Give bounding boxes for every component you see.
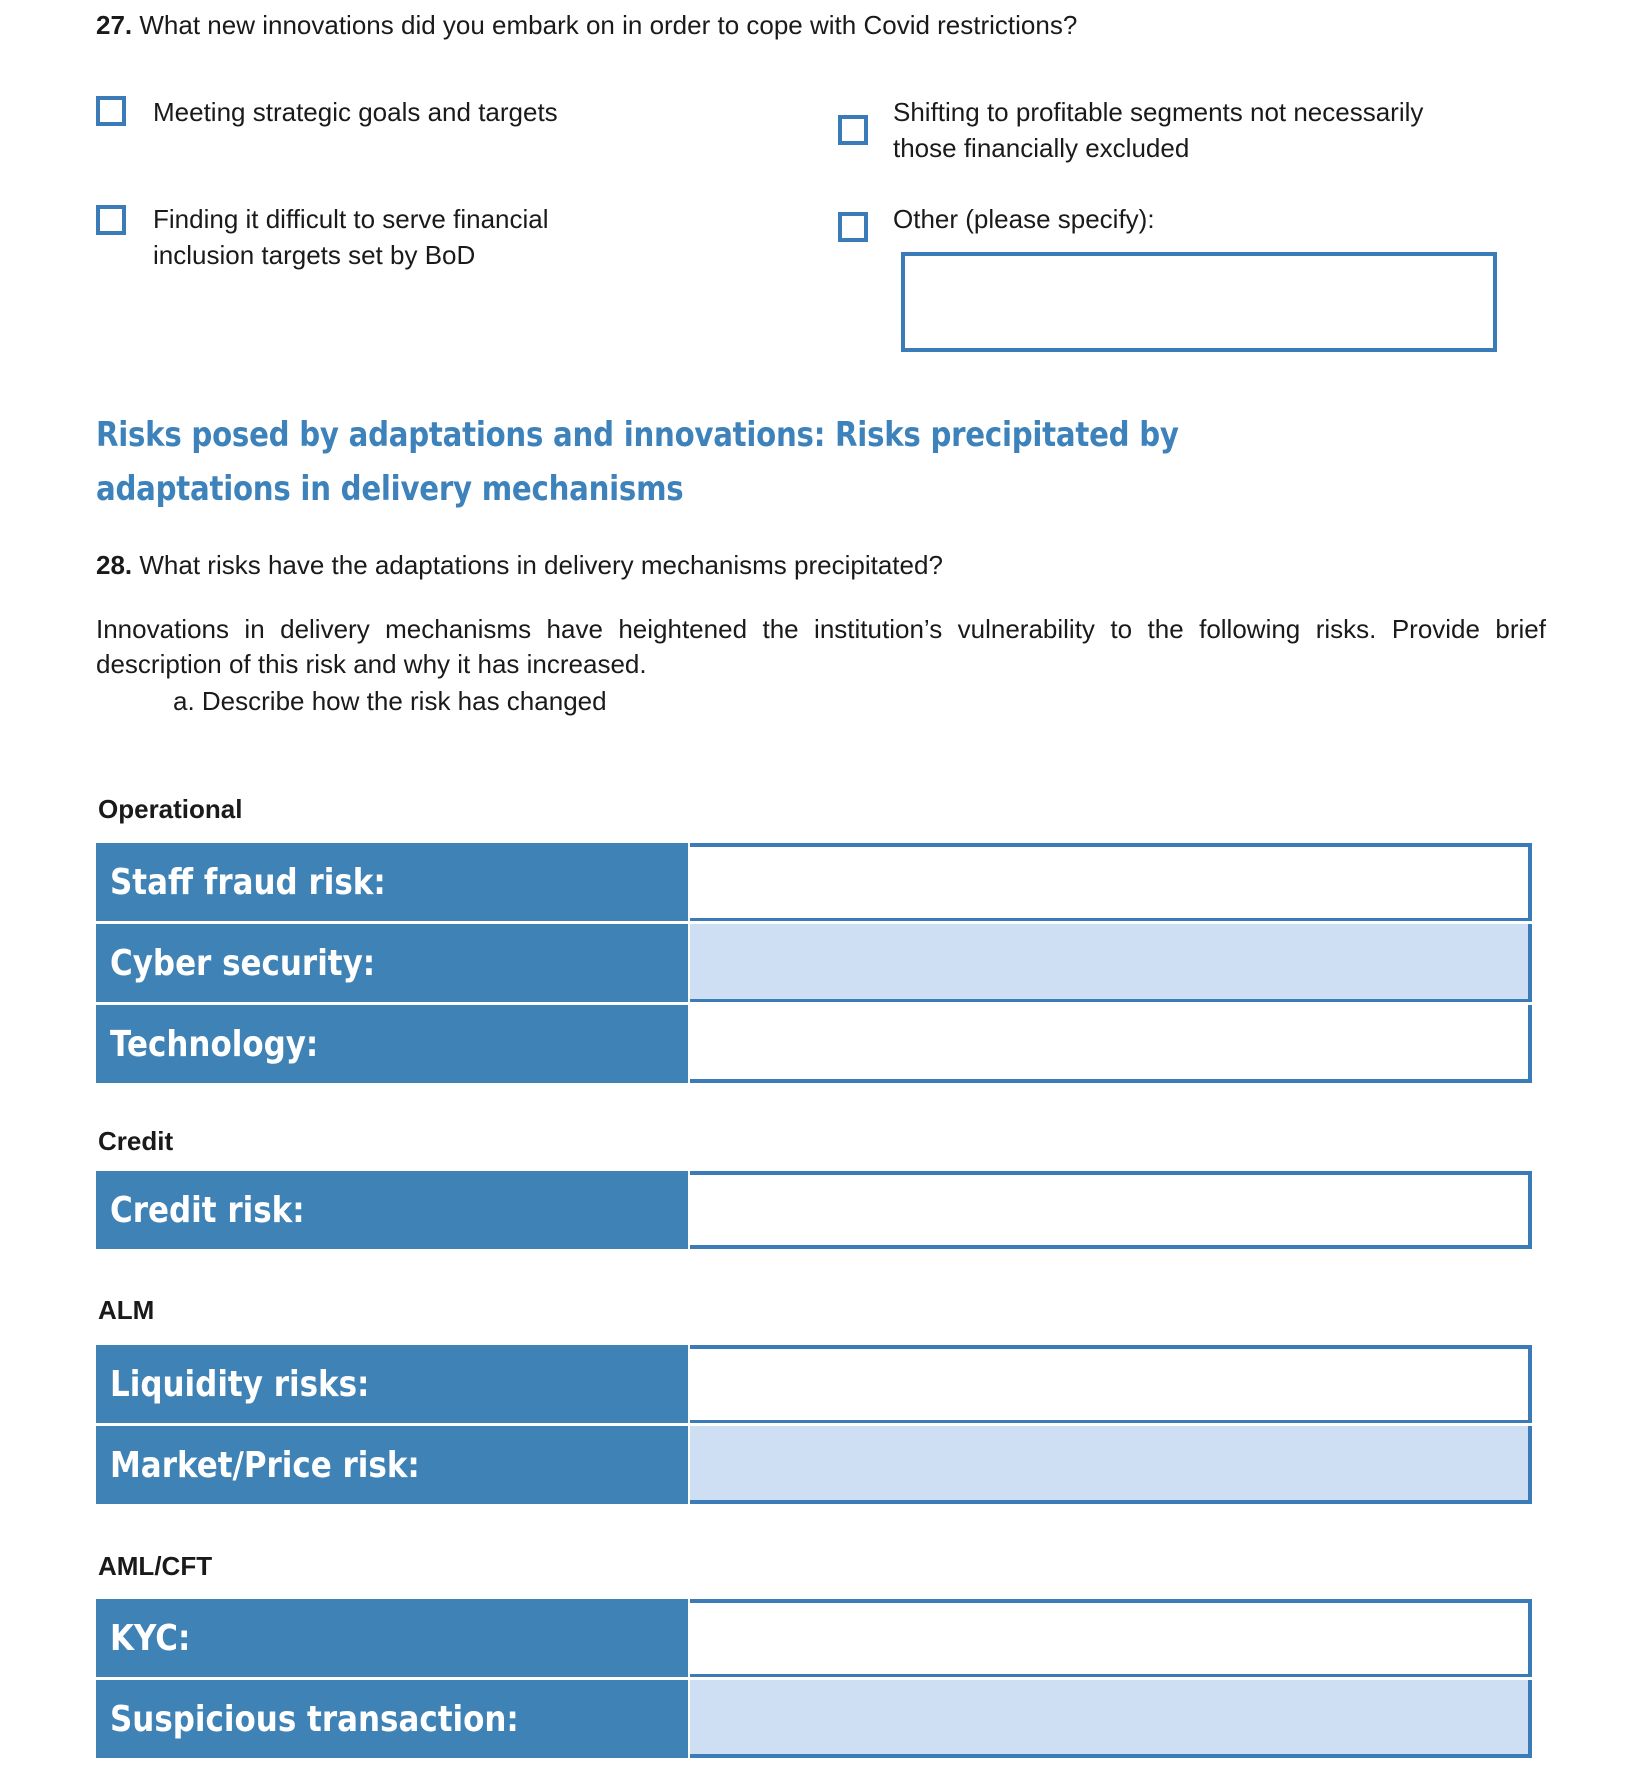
checkbox-meeting-goals[interactable] (96, 96, 126, 126)
row-label (96, 843, 688, 921)
category-title-alm: ALM (98, 1295, 155, 1325)
row-label (96, 1426, 688, 1504)
cyber-security-input[interactable] (690, 924, 1532, 1002)
table-row (96, 924, 1532, 1005)
kyc-input[interactable] (690, 1599, 1532, 1677)
credit-risk-label: Credit risk: (110, 1189, 305, 1231)
cyber-security-label: Cyber security: (110, 942, 376, 984)
checkbox-profitable-segments[interactable] (838, 115, 868, 145)
table-row (96, 1171, 1532, 1249)
liquidity-risks-input[interactable] (690, 1345, 1532, 1423)
staff-fraud-input[interactable] (690, 843, 1532, 921)
risk-table-alm (96, 1345, 1532, 1504)
risk-table-aml-cft (96, 1599, 1532, 1758)
option-label-meeting-goals: Meeting strategic goals and targets (153, 97, 558, 127)
option-label-profitable-segments: Shifting to profitable segments not necessarily those financially excluded (893, 97, 1424, 163)
option-label-difficult-targets: Finding it difficult to serve financial inclusion targets set by BoD (153, 204, 549, 270)
table-row (96, 1680, 1532, 1758)
question-number: 28. (96, 550, 133, 580)
row-label (96, 1005, 688, 1083)
option-label-other: Other (please specify): (893, 204, 1155, 234)
section-heading: Risks posed by adaptations and innovations: Risks precipitated by adaptations in delivery mechanisms (96, 415, 1179, 509)
staff-fraud-label: Staff fraud risk: (110, 861, 386, 903)
sub-item-a: a. Describe how the risk has changed (173, 686, 607, 716)
category-title-aml-cft: AML/CFT (98, 1551, 213, 1581)
risk-table-operational (96, 843, 1532, 1083)
question-text: What new innovations did you embark on in order to cope with Covid restrictions? (139, 10, 1078, 40)
row-label (96, 1680, 688, 1758)
question-27 (96, 8, 1077, 42)
table-row (96, 1599, 1532, 1680)
liquidity-risks-label: Liquidity risks: (110, 1363, 370, 1405)
question-number: 27. (96, 10, 133, 40)
row-label (96, 1345, 688, 1423)
category-title-operational: Operational (98, 794, 243, 824)
market-price-risk-label: Market/Price risk: (110, 1444, 420, 1486)
table-row (96, 1005, 1532, 1083)
technology-label: Technology: (110, 1023, 319, 1065)
question-text: What risks have the adaptations in delivery mechanisms precipitated? (139, 550, 943, 580)
instructions-paragraph: Innovations in delivery mechanisms have heightened the institution’s vulnerability to the following risks. Provide brief description of this risk and why it has increased. (96, 614, 1546, 679)
risk-table-credit (96, 1171, 1532, 1249)
row-label (96, 924, 688, 1002)
suspicious-transaction-input[interactable] (690, 1680, 1532, 1758)
credit-risk-input[interactable] (690, 1171, 1532, 1249)
category-title-credit: Credit (98, 1126, 174, 1156)
row-label (96, 1599, 688, 1677)
market-price-risk-input[interactable] (690, 1426, 1532, 1504)
table-row (96, 843, 1532, 924)
kyc-label: KYC: (110, 1617, 191, 1659)
question-28 (96, 548, 943, 582)
suspicious-transaction-label: Suspicious transaction: (110, 1698, 519, 1740)
table-row (96, 1345, 1532, 1426)
row-label (96, 1171, 688, 1249)
other-specify-field[interactable] (901, 252, 1497, 352)
checkbox-other[interactable] (838, 212, 868, 242)
technology-input[interactable] (690, 1005, 1532, 1083)
checkbox-difficult-targets[interactable] (96, 205, 126, 235)
table-row (96, 1426, 1532, 1504)
